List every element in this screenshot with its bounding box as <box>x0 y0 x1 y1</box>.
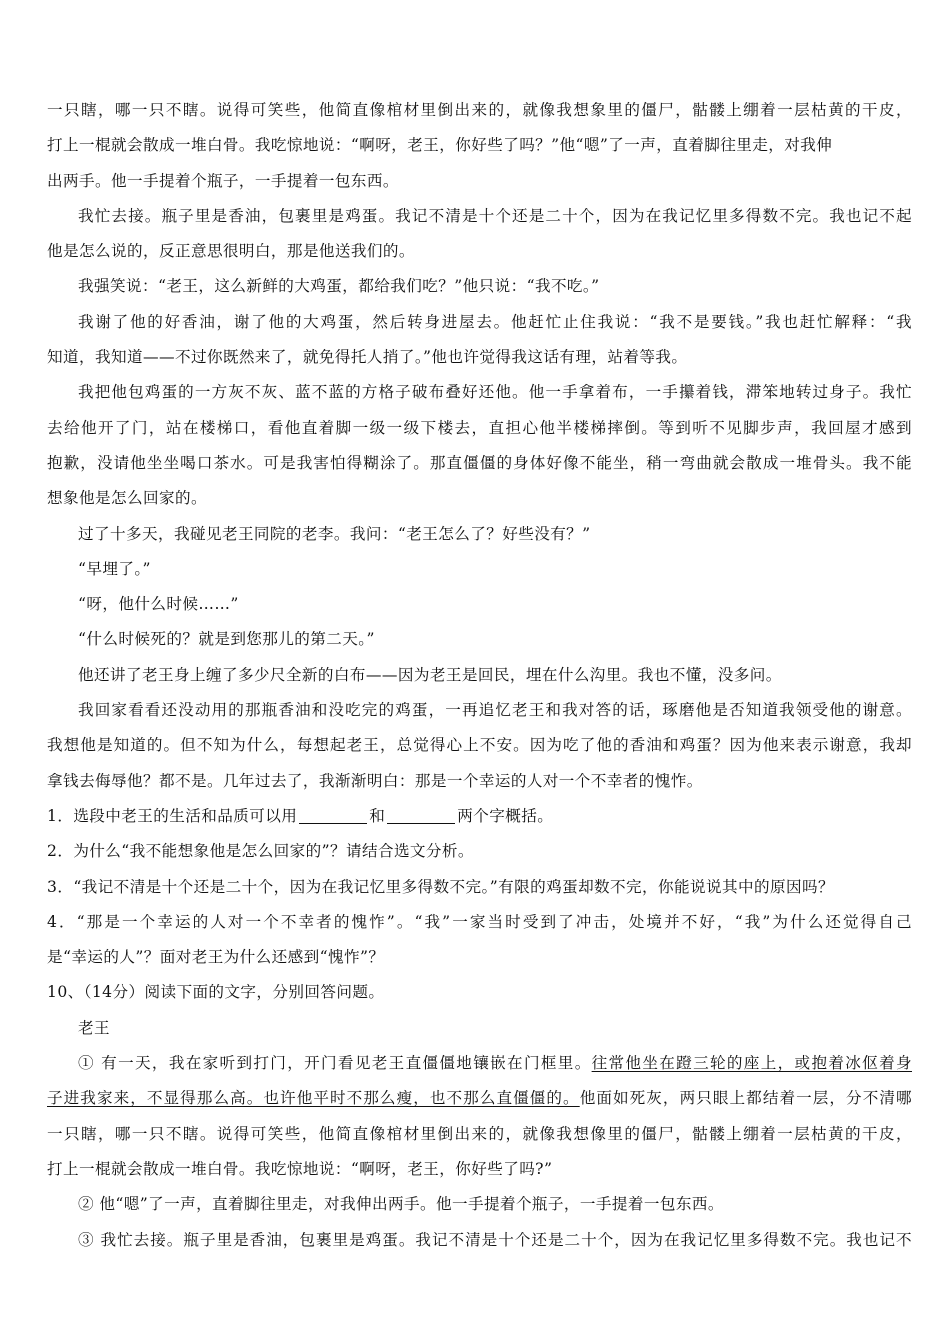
passage-line: 我想他是知道的。但不知为什么，每想起老王，总觉得心上不安。因为吃了他的香油和鸡蛋？因为他来表示谢意，我却 <box>47 736 912 755</box>
passage-line: 他还讲了老王身上缠了多少尺全新的白布——因为老王是回民，埋在什么沟里。我也不懂，没多问。 <box>78 665 782 684</box>
underlined-text: 往常他坐在蹬三轮的座上，或抱着冰伛着身 <box>591 1054 912 1073</box>
passage-line: “什么时候死的？就是到您那儿的第二天。” <box>78 630 375 649</box>
passage-line: 出两手。他一手提着个瓶子，一手提着一包东西。 <box>47 171 399 190</box>
passage-line: 去给他开了门，站在楼梯口，看他直着脚一级一级下楼去，直担心他半楼梯摔倒。等到听不见脚步声，我回屋才感到 <box>47 418 912 437</box>
passage-line: 他是怎么说的，反正意思很明白，那是他送我们的。 <box>47 242 415 261</box>
passage-title: 老王 <box>78 1018 110 1037</box>
passage-line: 一只瞎，哪一只不瞎。说得可笑些，他简直像棺材里倒出来的，就像我想象里的僵尸，骷髅上绷着一层枯黄的干皮， <box>47 101 912 119</box>
paragraph-2: ② 他“嗯”了一声，直着脚往里走，对我伸出两手。他一手提着个瓶子，一手提着一包东西。 <box>78 1195 724 1214</box>
passage-excerpt <box>47 93 912 799</box>
question-1: 1．选段中老王的生活和品质可以用 和 两个字概括。 <box>47 806 554 825</box>
section-heading: 10、（14分）阅读下面的文字，分别回答问题。 <box>47 983 385 1002</box>
passage-line: 过了十多天，我碰见老王同院的老李。我问：“老王怎么了？好些没有？” <box>78 524 591 543</box>
questions <box>47 799 912 975</box>
passage-line: 知道，我知道——不过你既然来了，就免得托人捎了。”他也许觉得我这话有理，站着等我。 <box>47 348 688 367</box>
paragraph-1-line: ① 有一天，我在家听到打门，开门看见老王直僵僵地镶嵌在门框里。往常他坐在蹬三轮的座上，或抱着冰伛着身 <box>78 1054 912 1073</box>
passage-line: 抱歉，没请他坐坐喝口茶水。可是我害怕得糊涂了。那直僵僵的身体好像不能坐，稍一弯曲就会散成一堆骨头。我不能 <box>47 453 912 472</box>
question-4-cont: 是“幸运的人”？面对老王为什么还感到“愧怍”？ <box>47 948 385 967</box>
passage-line: 拿钱去侮辱他？都不是。几年过去了，我渐渐明白：那是一个幸运的人对一个不幸者的愧怍。 <box>47 771 703 790</box>
question-4: 4．“那是一个幸运的人对一个不幸者的愧怍”。“我”一家当时受到了冲击，处境并不好，“我”为什么还觉得自己 <box>47 912 912 931</box>
passage-line: 我回家看看还没动用的那瓶香油和没吃完的鸡蛋，一再追忆老王和我对答的话，琢磨他是否知道我领受他的谢意。 <box>78 701 912 720</box>
answer-blank[interactable] <box>387 805 455 824</box>
section-10 <box>47 975 912 1257</box>
passage-line: 我强笑说：“老王，这么新鲜的大鸡蛋，都给我们吃？”他只说：“我不吃。” <box>78 277 600 296</box>
passage-line: 打上一棍就会散成一堆白骨。我吃惊地说：“啊呀，老王，你好些了吗？”他“嗯”了一声，直着脚往里走，对我伸 <box>47 136 833 155</box>
passage-line: 我忙去接。瓶子里是香油，包裹里是鸡蛋。我记不清是十个还是二十个，因为在我记忆里多得数不完。我也记不起 <box>78 206 912 225</box>
paragraph-1-line: 打上一棍就会散成一堆白骨。我吃惊地说：“啊呀，老王，你好些了吗?” <box>47 1159 553 1178</box>
paragraph-3: ③ 我忙去接。瓶子里是香油，包裹里是鸡蛋。我记不清是十个还是二十个，因为在我记忆里多得数不完。我也记不 <box>78 1230 912 1249</box>
answer-blank[interactable] <box>299 805 367 824</box>
paragraph-1-line: 子进我家来，不显得那么高。也许他平时不那么瘦，也不那么直僵僵的。他面如死灰，两只眼上都结着一层，分不清哪 <box>47 1089 912 1108</box>
passage-line: 想象他是怎么回家的。 <box>47 489 207 508</box>
paragraph-1-line: 一只瞎，哪一只不瞎。说得可笑些，他简直像棺材里倒出来的，就像我想像里的僵尸，骷髅上绷着一层枯黄的干皮， <box>47 1124 912 1143</box>
passage-line: 我把他包鸡蛋的一方灰不灰、蓝不蓝的方格子破布叠好还他。他一手拿着布，一手攥着钱，滞笨地转过身子。我忙 <box>78 383 912 402</box>
passage-line: “呀，他什么时候……” <box>78 595 239 614</box>
underlined-text: 子进我家来，不显得那么高。也许他平时不那么瘦，也不那么直僵僵的。 <box>47 1089 580 1108</box>
question-3: 3．“我记不清是十个还是二十个，因为在我记忆里多得数不完。”有限的鸡蛋却数不完，你能说说其中的原因吗？ <box>47 877 834 896</box>
passage-line: 我谢了他的好香油，谢了他的大鸡蛋，然后转身进屋去。他赶忙止住我说：“我不是要钱。”我也赶忙解释：“我 <box>78 312 912 331</box>
question-2: 2．为什么“我不能想象他是怎么回家的”？请结合选文分析。 <box>47 842 474 861</box>
passage-line: “早埋了。” <box>78 559 151 578</box>
